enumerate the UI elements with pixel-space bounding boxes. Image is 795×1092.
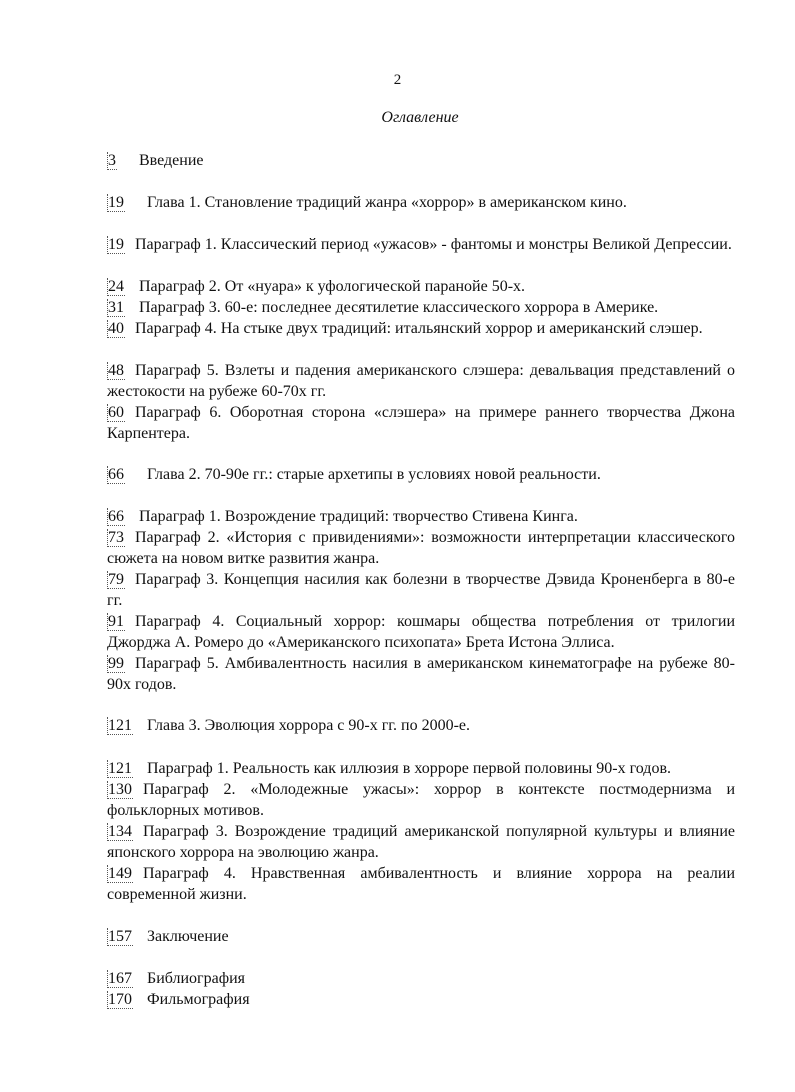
page-ref: 66 bbox=[108, 508, 124, 525]
toc-entry-ch1-par3 bbox=[107, 297, 735, 318]
page-ref: 3 bbox=[108, 152, 116, 169]
toc-entry-filmography bbox=[107, 989, 735, 1010]
toc-entry-ch2-par2 bbox=[107, 527, 735, 569]
entry-text: Глава 3. Эволюция хоррора с 90-х гг. по 2000-е. bbox=[147, 717, 471, 734]
page-ref: 79 bbox=[108, 571, 124, 588]
entry-text: Параграф 4. Социальный хоррор: кошмары общества потребления от трилогии Джорджа А. Ромеро до «Американского психопата» Брета Истона Эллиса. bbox=[107, 613, 735, 651]
page-ref: 167 bbox=[108, 970, 132, 987]
toc-entry-ch1-par2 bbox=[107, 276, 735, 297]
page-ref: 19 bbox=[108, 236, 124, 253]
toc-entry-ch1-par5 bbox=[107, 360, 735, 402]
page-ref: 60 bbox=[108, 404, 124, 421]
toc-entry-ch3-par1 bbox=[107, 758, 735, 779]
toc-entry-chapter-3 bbox=[107, 715, 735, 736]
page-ref: 31 bbox=[108, 299, 124, 316]
page-ref: 157 bbox=[108, 928, 132, 945]
entry-text: Введение bbox=[139, 152, 204, 169]
entry-text: Параграф 1. Возрождение традиций: творчество Стивена Кинга. bbox=[139, 508, 578, 525]
page-ref: 73 bbox=[108, 529, 124, 546]
entry-text: Параграф 2. От «нуара» к уфологической паранойе 50-х. bbox=[139, 278, 526, 295]
toc-entry-bibliography bbox=[107, 968, 735, 989]
page-ref: 24 bbox=[108, 278, 124, 295]
page-ref: 91 bbox=[108, 613, 124, 630]
toc-title: Оглавление bbox=[381, 109, 459, 126]
toc-entry-chapter-2 bbox=[107, 464, 735, 485]
toc-entry-ch1-par6 bbox=[107, 402, 735, 444]
toc-entry-ch2-par5 bbox=[107, 653, 735, 695]
page-ref: 134 bbox=[108, 823, 132, 840]
page-ref: 149 bbox=[108, 865, 132, 882]
entry-text: Параграф 1. Классический период «ужасов» - фантомы и монстры Великой Депрессии. bbox=[135, 236, 732, 253]
entry-text: Параграф 3. Возрождение традиций американской популярной культуры и влияние японского хоррора на эволюцию жанра. bbox=[107, 823, 735, 861]
toc-entry-ch3-par4 bbox=[107, 863, 735, 905]
entry-text: Библиография bbox=[147, 970, 245, 987]
toc-entry-introduction bbox=[107, 150, 735, 171]
toc-entry-ch3-par3 bbox=[107, 821, 735, 863]
toc-entry-chapter-1 bbox=[107, 192, 735, 213]
page-ref: 19 bbox=[108, 194, 124, 211]
toc-entry-ch2-par1 bbox=[107, 506, 735, 527]
entry-text: Глава 1. Становление традиций жанра «хоррор» в американском кино. bbox=[147, 194, 627, 211]
page-ref: 121 bbox=[108, 717, 132, 734]
page-ref: 66 bbox=[108, 466, 124, 483]
toc-entry-ch1-par1 bbox=[107, 234, 735, 255]
page-ref: 121 bbox=[108, 760, 132, 777]
page-ref: 99 bbox=[108, 655, 124, 672]
page-ref: 48 bbox=[108, 362, 124, 379]
toc-entry-ch2-par4 bbox=[107, 611, 735, 653]
toc-entry-ch3-par2 bbox=[107, 779, 735, 821]
entry-text: Параграф 6. Оборотная сторона «слэшера» на примере раннего творчества Джона Карпентера. bbox=[107, 404, 735, 442]
entry-text: Параграф 1. Реальность как иллюзия в хорроре первой половины 90-х годов. bbox=[147, 760, 671, 777]
page-ref: 170 bbox=[108, 991, 132, 1008]
entry-text: Параграф 4. На стыке двух традиций: итальянский хоррор и американский слэшер. bbox=[135, 320, 703, 337]
toc-entry-conclusion bbox=[107, 926, 735, 947]
toc-entry-ch2-par3 bbox=[107, 569, 735, 611]
entry-text: Параграф 5. Амбивалентность насилия в американском кинематографе на рубеже 80-90х годов. bbox=[107, 655, 735, 693]
entry-text: Параграф 4. Нравственная амбивалентность и влияние хоррора на реалии современной жизни. bbox=[107, 865, 735, 903]
entry-text: Фильмография bbox=[147, 991, 250, 1008]
toc-entry-ch1-par4 bbox=[107, 318, 735, 339]
entry-text: Параграф 3. Концепция насилия как болезни в творчестве Дэвида Кроненберга в 80-е гг. bbox=[107, 571, 735, 609]
entry-text: Глава 2. 70-90е гг.: старые архетипы в условиях новой реальности. bbox=[147, 466, 601, 483]
page-number: 2 bbox=[393, 72, 402, 88]
entry-text: Параграф 2. «Молодежные ужасы»: хоррор в контексте постмодернизма и фольклорных мотивов. bbox=[107, 781, 735, 819]
entry-text: Заключение bbox=[147, 928, 229, 945]
page-ref: 40 bbox=[108, 320, 124, 337]
entry-text: Параграф 2. «История с привидениями»: возможности интерпретации классического сюжета на новом витке развития жанра. bbox=[107, 529, 735, 567]
page-ref: 130 bbox=[108, 781, 132, 798]
entry-text: Параграф 5. Взлеты и падения американского слэшера: девальвация представлений о жестокости на рубеже 60-70х гг. bbox=[107, 362, 735, 400]
entry-text: Параграф 3. 60-е: последнее десятилетие классического хоррора в Америке. bbox=[139, 299, 659, 316]
